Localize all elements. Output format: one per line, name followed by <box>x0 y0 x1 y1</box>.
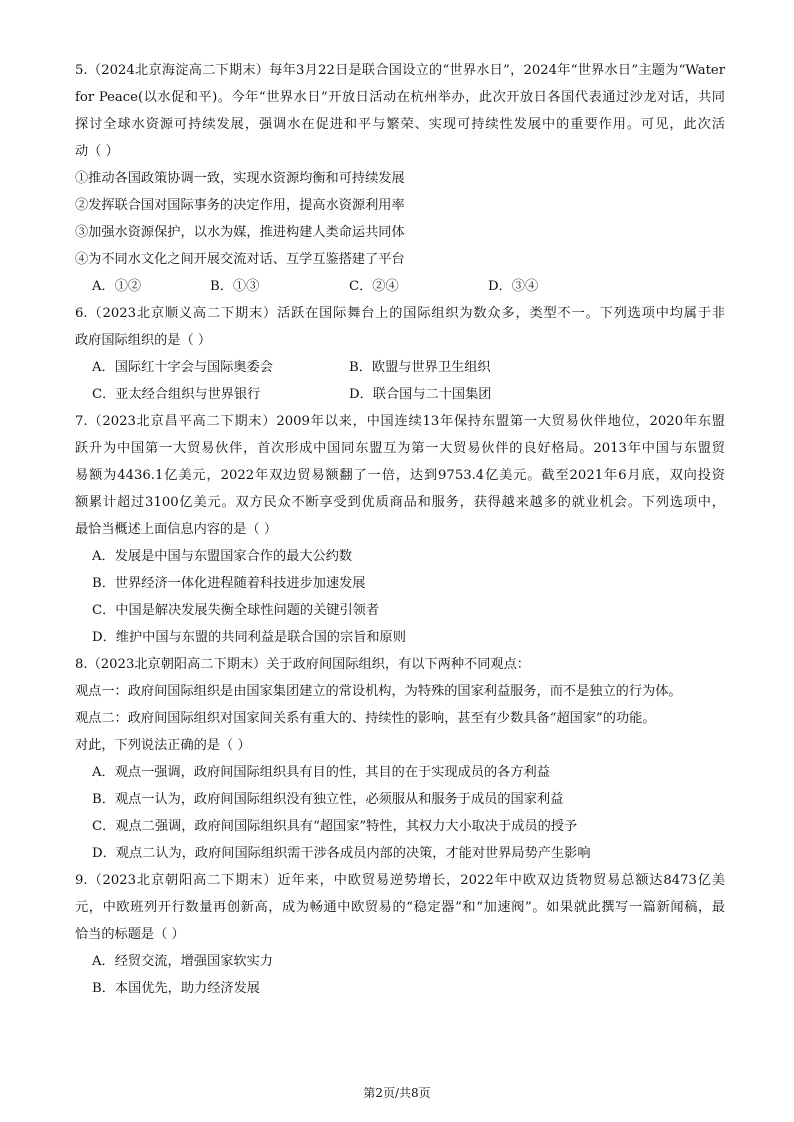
viewpoint-2: 观点二：政府间国际组织对国家间关系有重大的、持续性的影响，甚至有少数具备“超国家”的功能。 <box>75 711 656 726</box>
statement-1: ①推动各国政策协调一致，实现水资源均衡和可持续发展 <box>75 171 405 186</box>
option-a: A．发展是中国与东盟国家合作的最大公约数 <box>92 549 353 564</box>
option-a: A．国际红十字会与国际奥委会 <box>92 360 273 375</box>
question-stem-line: 9.（2023北京朝阳高二下期末）近年来，中欧贸易逆势增长，2022年中欧双边货物贸易总额达8473亿美 <box>75 873 725 888</box>
option-c: C．亚太经合组织与世界银行 <box>92 387 261 402</box>
option-b: B．本国优先，助力经济发展 <box>92 981 260 996</box>
option-b: B．世界经济一体化进程随着科技进步加速发展 <box>92 576 366 591</box>
statement-4: ④为不同水文化之间开展交流对话、互学互鉴搭建了平台 <box>75 252 405 267</box>
question-stem-line: 5.（2024北京海淀高二下期末）每年3月22日是联合国设立的“世界水日”，2024年“世界水日”主题为“Water <box>75 63 725 78</box>
option-d: D．联合国与二十国集团 <box>349 387 492 402</box>
statement-2: ②发挥联合国对国际事务的决定作用，提高水资源利用率 <box>75 198 405 213</box>
question-stem-line: 动（ ） <box>75 144 119 159</box>
option-b: B．①③ <box>210 279 260 294</box>
question-stem-line: 6.（2023北京顺义高二下期末）活跃在国际舞台上的国际组织为数众多，类型不一。下列选项中均属于非 <box>75 306 725 321</box>
question-stem-line: 8.（2023北京朝阳高二下期末）关于政府间国际组织，有以下两种不同观点： <box>75 657 530 672</box>
question-stem-line: 政府国际组织的是（ ） <box>75 333 212 348</box>
option-a: A．经贸交流，增强国家软实力 <box>92 954 273 969</box>
option-a: A．观点一强调，政府间国际组织具有目的性，其目的在于实现成员的各方利益 <box>92 765 550 780</box>
question-stem-line: 额累计超过3100亿美元。双方民众不断享受到优质商品和服务，获得越来越多的就业机会。下列选项中， <box>75 495 725 510</box>
statement-3: ③加强水资源保护，以水为媒，推进构建人类命运共同体 <box>75 225 405 240</box>
viewpoint-1: 观点一：政府间国际组织是由国家集团建立的常设机构，为特殊的国家利益服务，而不是独立的行为体。 <box>75 684 682 699</box>
question-stem-line: 探讨全球水资源可持续发展，强调水在促进和平与繁荣、实现可持续性发展中的重要作用。可见，此次活 <box>75 117 725 132</box>
option-b: B．观点一认为，政府间国际组织没有独立性，必须服从和服务于成员的国家利益 <box>92 792 564 807</box>
question-stem-line: 恰当的标题是（ ） <box>75 927 185 942</box>
question-stem-line: 对此，下列说法正确的是（ ） <box>75 738 251 753</box>
question-stem-line: 易额为4436.1亿美元，2022年双边贸易额翻了一倍，达到9753.4亿美元。截至2021年6月底，双向投资 <box>75 468 725 483</box>
option-d: D．维护中国与东盟的共同利益是联合国的宗旨和原则 <box>92 630 406 645</box>
option-d: D．观点二认为，政府间国际组织需干涉各成员内部的决策，才能对世界局势产生影响 <box>92 846 591 861</box>
question-stem-line: 最恰当概述上面信息内容的是（ ） <box>75 522 278 537</box>
option-c: C．中国是解决发展失衡全球性问题的关键引领者 <box>92 603 380 618</box>
page-footer: 第2页/共8页 <box>363 1086 431 1100</box>
question-stem-line: 7.（2023北京昌平高二下期末）2009年以来，中国连续13年保持东盟第一大贸易伙伴地位，2020年东盟 <box>75 414 725 429</box>
question-stem-line: 跃升为中国第一大贸易伙伴，首次形成中国同东盟互为第一大贸易伙伴的良好格局。2013年中国与东盟贸 <box>75 441 725 456</box>
question-stem-line: for Peace(以水促和平)。今年“世界水日”开放日活动在杭州举办，此次开放日各国代表通过沙龙对话，共同 <box>75 90 725 105</box>
option-c: C．②④ <box>349 279 399 294</box>
option-a: A．①② <box>92 279 142 294</box>
option-c: C．观点二强调，政府间国际组织具有“超国家”特性，其权力大小取决于成员的授予 <box>92 819 578 834</box>
option-b: B．欧盟与世界卫生组织 <box>349 360 491 375</box>
option-d: D．③④ <box>488 279 539 294</box>
question-stem-line: 元，中欧班列开行数量再创新高，成为畅通中欧贸易的“稳定器”和“加速阀”。如果就此撰写一篇新闻稿，最 <box>75 900 725 915</box>
